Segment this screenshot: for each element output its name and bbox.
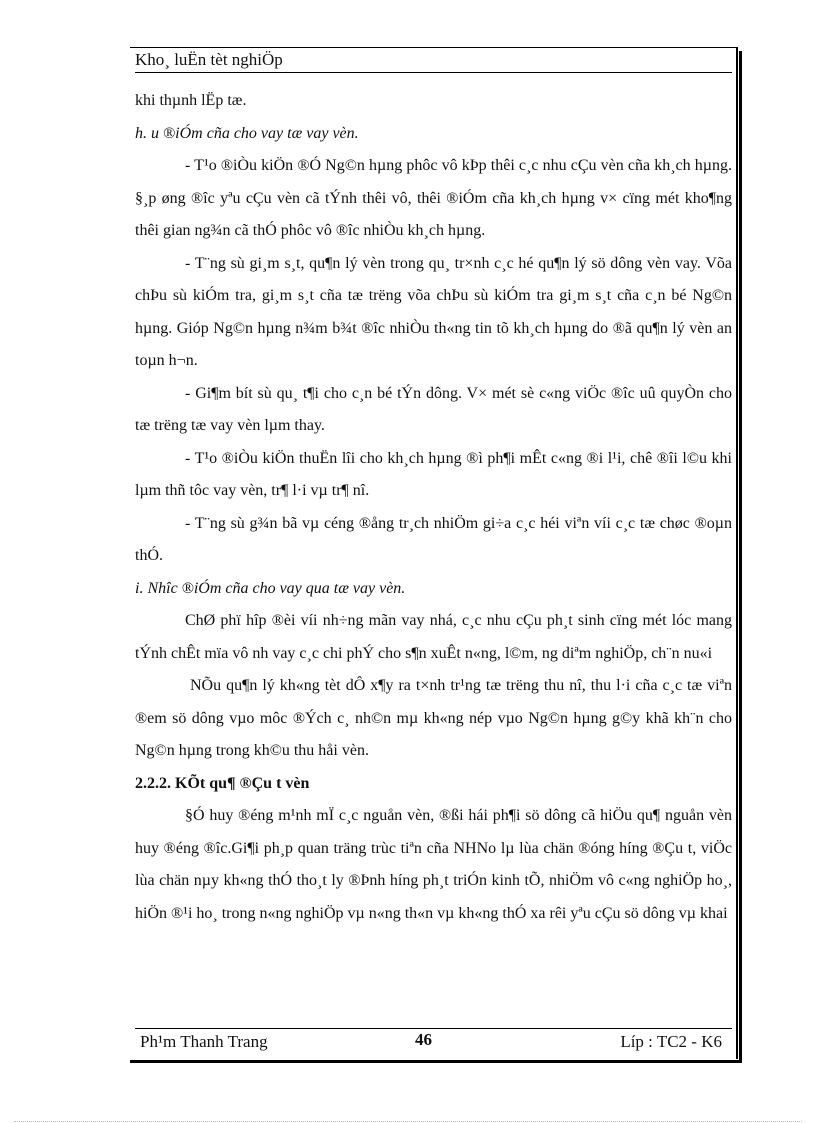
page-frame-bottom (130, 1060, 742, 1063)
paragraph-8: NÕu qu¶n lý kh«ng tèt dÔ x¶y ra t×nh tr¹ng tæ trëng thu nî, thu l·i cña c¸c tæ viªn ®em sö dông vµo môc ®Ých c¸ nh©n mµ kh«ng nép vµo Ng©n hµng g©y khã kh¨n cho Ng©n hµng trong kh©u thu håi vèn. (135, 677, 732, 759)
page-frame-right-shadow (739, 51, 742, 1063)
paragraph-7: ChØ phï hîp ®èi víi nh÷ng mãn vay nhá, c¸c nhu cÇu ph¸t sinh cïng mét lóc mang tÝnh chÊt mïa vô nh vay c¸c chi phÝ cho s¶n xuÊt n«ng, l©m, ng diªm nghiÖp, ch¨n nu«i (135, 612, 732, 662)
section-heading-2-2-2: 2.2.2. KÕt qu¶ ®Çu t vèn (135, 774, 310, 792)
paragraph-3: - T¨ng sù gi¸m s¸t, qu¶n lý vèn trong qu¸ tr×nh c¸c hé qu¶n lý sö dông vèn vay. Võa chÞu sù kiÓm tra, gi¸m s¸t cña tæ trëng võa chÞu sù kiÓm tra gi¸m s¸t cña c¸n bé Ng©n hµng. Gióp Ng©n hµng n¾m b¾t ®îc nhiÒu th«ng tin tõ kh¸ch hµng do ®ã qu¶n lý vèn an toµn h¬n. (135, 254, 732, 369)
page-footer (135, 1032, 732, 1054)
page-frame-top (130, 47, 738, 48)
section-heading-h: h. u ®iÓm cña cho vay tæ vay vèn. (135, 124, 359, 142)
page-frame-right (736, 47, 738, 1059)
section-heading-i: i. Nhîc ®iÓm cña cho vay qua tæ vay vèn. (135, 579, 406, 597)
page-body (135, 85, 732, 930)
paragraph-5: - T¹o ®iÒu kiÖn thuËn lîi cho kh¸ch hµng ®ì ph¶i mÊt c«ng ®i l¹i, chê ®îi l©u khi lµm thñ tôc vay vèn, tr¶ l·i vµ tr¶ nî. (135, 449, 732, 499)
paragraph-1: khi thµnh lËp tæ. (135, 92, 247, 109)
footer-author: Ph¹m Thanh Trang (140, 1032, 268, 1051)
footer-rule (135, 1028, 732, 1029)
paragraph-4: - Gi¶m bít sù qu¸ t¶i cho c¸n bé tÝn dông. V× mét sè c«ng viÖc ®îc uû quyÒn cho tæ trëng tæ vay vèn lµm thay. (135, 384, 732, 434)
page-header: Kho¸ luËn tèt nghiÖp (135, 50, 283, 69)
page-bottom-dotted-rule (14, 1121, 802, 1122)
footer-page-number: 46 (415, 1030, 432, 1049)
footer-class: Líp : TC2 - K6 (620, 1032, 722, 1051)
paragraph-9: §Ó huy ®éng m¹nh mÏ c¸c nguån vèn, ®ßi hái ph¶i sö dông cã hiÖu qu¶ nguån vèn huy ®éng ®îc.Gi¶i ph¸p quan träng trùc tiªn cña NHNo lµ lùa chän ®óng híng ®Çu t, viÖc lùa chän nµy kh«ng thÓ tho¸t ly ®Þnh híng ph¸t triÓn kinh tÕ, nhiÖm vô c«ng nghiÖp ho¸, hiÖn ®¹i ho¸ trong n«ng nghiÖp vµ n«ng th«n vµ kh«ng thÓ xa rêi yªu cÇu sö dông vµ khai (135, 807, 732, 922)
header-rule (135, 72, 732, 73)
paragraph-6: - T¨ng sù g¾n bã vµ céng ®ång tr¸ch nhiÖm gi÷a c¸c héi viªn víi c¸c tæ chøc ®oµn thÓ. (135, 514, 732, 564)
paragraph-2: - T¹o ®iÒu kiÖn ®Ó Ng©n hµng phôc vô kÞp thêi c¸c nhu cÇu vèn cña kh¸ch hµng. §¸p øng ®îc yªu cÇu vèn cã tÝnh thêi vô, thêi ®iÓm cña kh¸ch hµng v× cïng mét kho¶ng thêi gian ng¾n cã thÓ phôc vô ®îc nhiÒu kh¸ch hµng. (135, 157, 732, 239)
